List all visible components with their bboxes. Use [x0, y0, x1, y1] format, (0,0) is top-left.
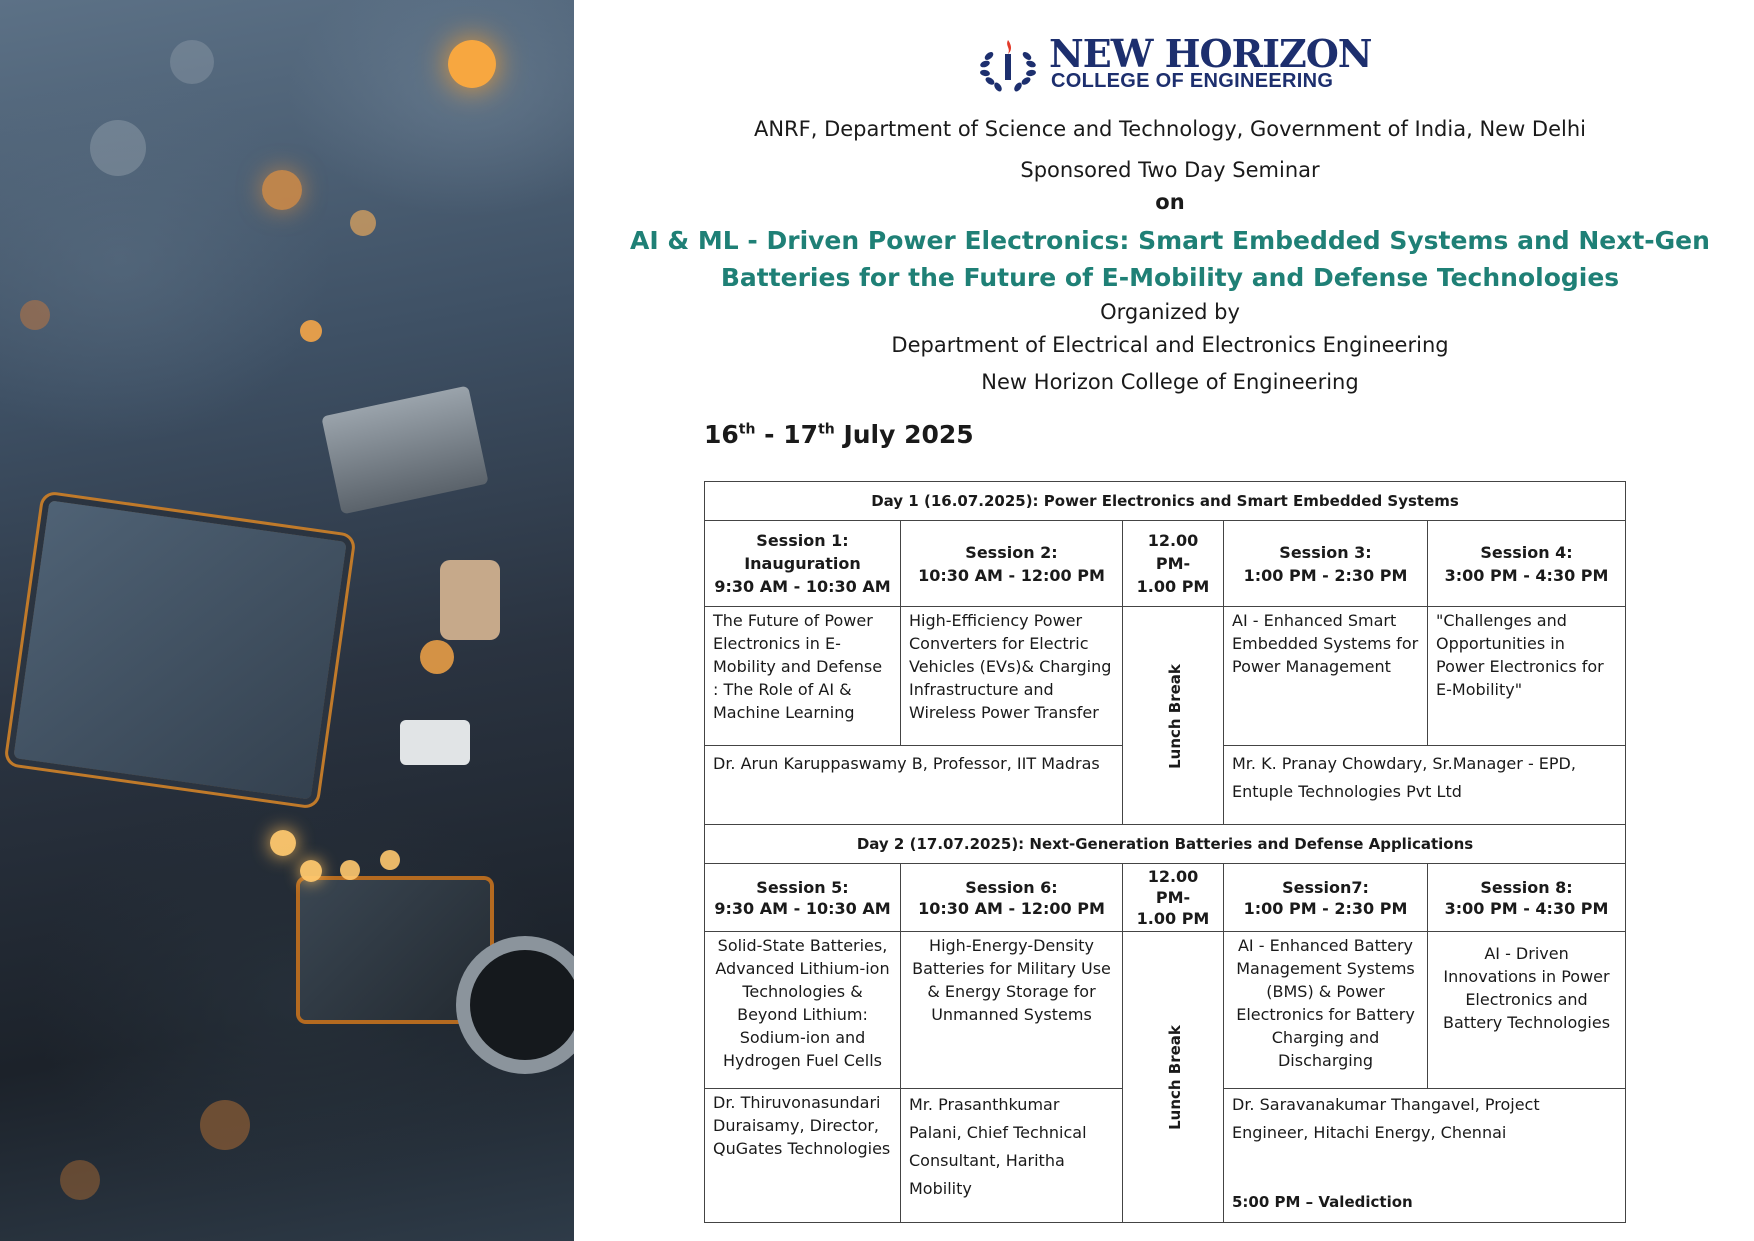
session8-header: Session 8: 3:00 PM - 4:30 PM	[1428, 864, 1626, 932]
light-bokeh	[262, 170, 302, 210]
day1-afternoon-speaker: Mr. K. Pranay Chowdary, Sr.Manager - EPD, Entuple Technologies Pvt Ltd	[1224, 746, 1626, 825]
component-block	[470, 950, 574, 1060]
laurel-torch-emblem-icon	[975, 36, 1041, 94]
day1-header: Day 1 (16.07.2025): Power Electronics and Smart Embedded Systems	[705, 482, 1626, 521]
college-name: New Horizon College of Engineering	[981, 370, 1359, 394]
light-bokeh	[350, 210, 376, 236]
processor-chip	[13, 500, 346, 799]
seminar-dates: 16th - 17th July 2025	[704, 420, 974, 449]
session6-topic: High-Energy-Density Batteries for Military Use & Energy Storage for Unmanned Systems	[901, 932, 1123, 1089]
circuit-board-photo	[0, 0, 574, 1241]
component-block	[321, 385, 489, 514]
session5-speaker: Dr. Thiruvonasundari Duraisamy, Director, QuGates Technologies	[705, 1089, 901, 1223]
session3-topic: AI - Enhanced Smart Embedded Systems for Power Management	[1224, 607, 1428, 746]
component-block	[300, 880, 490, 1020]
department-name: Department of Electrical and Electronics Engineering	[891, 333, 1449, 357]
light-bokeh	[20, 300, 50, 330]
light-bokeh	[420, 640, 454, 674]
light-bokeh	[448, 40, 496, 88]
lunch-break-day2: Lunch Break	[1123, 932, 1224, 1223]
day2-afternoon-speaker-cell	[1224, 1089, 1626, 1223]
light-bokeh	[200, 1100, 250, 1150]
valediction: 5:00 PM – Valediction	[1232, 1193, 1413, 1211]
logo-name: NEW HORIZON	[1049, 31, 1372, 76]
session7-speaker: Dr. Saravanakumar Thangavel, Project Engineer, Hitachi Energy, Chennai	[1232, 1095, 1540, 1142]
session2-header: Session 2: 10:30 AM - 12:00 PM	[901, 521, 1123, 607]
schedule-table	[704, 481, 1626, 1223]
session1-topic: The Future of Power Electronics in E-Mobility and Defense : The Role of AI & Machine Learning	[705, 607, 901, 746]
session6-header: Session 6: 10:30 AM - 12:00 PM	[901, 864, 1123, 932]
session2-topic: High-Efficiency Power Converters for Electric Vehicles (EVs)& Charging Infrastructure and Wireless Power Transfer	[901, 607, 1123, 746]
session5-topic: Solid-State Batteries, Advanced Lithium-ion Technologies & Beyond Lithium: Sodium-ion and Hydrogen Fuel Cells	[705, 932, 901, 1089]
session7-header: Session7: 1:00 PM - 2:30 PM	[1224, 864, 1428, 932]
component-block	[440, 560, 500, 640]
day2-header: Day 2 (17.07.2025): Next-Generation Batteries and Defense Applications	[705, 825, 1626, 864]
lunch-time-day2: 12.00 PM- 1.00 PM	[1123, 864, 1224, 932]
college-logo	[975, 31, 1372, 94]
logo-subtitle: COLLEGE OF ENGINEERING	[1051, 70, 1334, 92]
seminar-type: Sponsored Two Day Seminar	[1020, 158, 1320, 182]
organized-by: Organized by	[1100, 300, 1240, 324]
sponsor-line: ANRF, Department of Science and Technology, Government of India, New Delhi	[753, 117, 1586, 141]
session4-header: Session 4: 3:00 PM - 4:30 PM	[1428, 521, 1626, 607]
session6-speaker: Mr. Prasanthkumar Palani, Chief Technical Consultant, Haritha Mobility	[901, 1089, 1123, 1223]
on-text: on	[1155, 190, 1185, 214]
session7-topic: AI - Enhanced Battery Management Systems (BMS) & Power Electronics for Battery Charging and Discharging	[1224, 932, 1428, 1089]
light-bokeh	[170, 40, 214, 84]
session1-header: Session 1: Inauguration 9:30 AM - 10:30 AM	[705, 521, 901, 607]
day1-morning-speaker: Dr. Arun Karuppaswamy B, Professor, IIT Madras	[705, 746, 1123, 825]
component-block	[400, 720, 470, 765]
light-bokeh	[300, 320, 322, 342]
lunch-time-day1: 12.00 PM- 1.00 PM	[1123, 521, 1224, 607]
session8-topic: AI - Driven Innovations in Power Electronics and Battery Technologies	[1428, 932, 1626, 1089]
session5-header: Session 5: 9:30 AM - 10:30 AM	[705, 864, 901, 932]
session4-topic: "Challenges and Opportunities in Power Electronics for E-Mobility"	[1428, 607, 1626, 746]
light-bokeh	[60, 1160, 100, 1200]
lunch-break-day1: Lunch Break	[1123, 607, 1224, 825]
light-bokeh	[270, 830, 296, 856]
light-bokeh	[90, 120, 146, 176]
light-bokeh	[340, 860, 360, 880]
seminar-title-line1: AI & ML - Driven Power Electronics: Smart Embedded Systems and Next-Gen	[630, 226, 1710, 255]
light-bokeh	[300, 860, 322, 882]
session3-header: Session 3: 1:00 PM - 2:30 PM	[1224, 521, 1428, 607]
light-bokeh	[380, 850, 400, 870]
seminar-title-line2: Batteries for the Future of E-Mobility and Defense Technologies	[720, 263, 1620, 292]
